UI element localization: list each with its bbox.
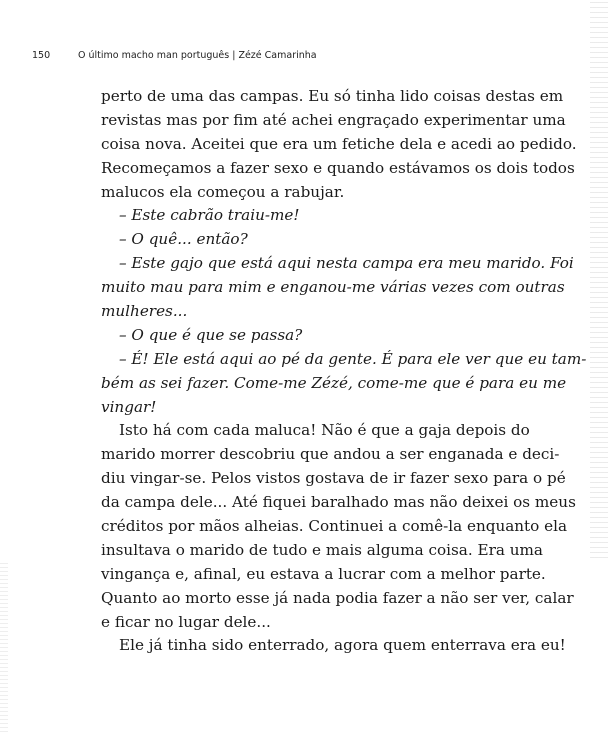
text-line: vingança e, afinal, eu estava a lucrar com a melhor parte. <box>101 564 546 583</box>
text-line: muito mau para mim e enganou-me várias vezes com outras <box>101 278 565 297</box>
text-line: – O que é que se passa? <box>119 325 303 344</box>
text-line: da campa dele... Até fiquei baralhado mas não deixei os meus <box>101 493 576 512</box>
text-line: – Este gajo que está aqui nesta campa era meu marido. Foi <box>119 254 574 273</box>
text-line: insultava o marido de tudo e mais alguma coisa. Era uma <box>101 540 543 559</box>
text-line: revistas mas por fim até achei engraçado experimentar uma <box>101 110 566 129</box>
text-line: malucos ela começou a rabujar. <box>101 182 345 201</box>
text-line: Recomeçamos a fazer sexo e quando estávamos os dois todos <box>101 158 575 177</box>
page-number: 150 <box>32 50 51 61</box>
scan-edge-left <box>0 560 8 735</box>
book-title-author: O último macho man português | Zézé Camarinha <box>78 50 317 61</box>
page-body-text <box>101 85 587 658</box>
text-line: e ficar no lugar dele... <box>101 612 271 631</box>
text-line: Quanto ao morto esse já nada podia fazer a não ser ver, calar <box>101 588 574 607</box>
text-line: – É! Ele está aqui ao pé da gente. É para ele ver que eu tam- <box>119 349 587 368</box>
text-line: Isto há com cada maluca! Não é que a gaja depois do <box>119 421 530 440</box>
text-line: bém as sei fazer. Come-me Zézé, come-me que é para eu me <box>101 373 567 392</box>
text-line: coisa nova. Aceitei que era um fetiche dela e acedi ao pedido. <box>101 134 577 153</box>
text-line: vingar! <box>101 397 157 416</box>
text-line: – Este cabrão traiu-me! <box>119 206 300 225</box>
text-line: perto de uma das campas. Eu só tinha lido coisas destas em <box>101 87 564 105</box>
text-line: – O quê... então? <box>119 230 248 249</box>
text-line: diu vingar-se. Pelos vistos gostava de ir fazer sexo para o pé <box>101 469 566 488</box>
scan-edge-right <box>590 0 608 560</box>
text-line: créditos por mãos alheias. Continuei a comê-la enquanto ela <box>101 517 568 536</box>
text-line: mulheres... <box>101 302 188 321</box>
text-line: Ele já tinha sido enterrado, agora quem enterrava era eu! <box>119 636 566 655</box>
text-line: marido morrer descobriu que andou a ser enganada e deci- <box>101 445 560 464</box>
